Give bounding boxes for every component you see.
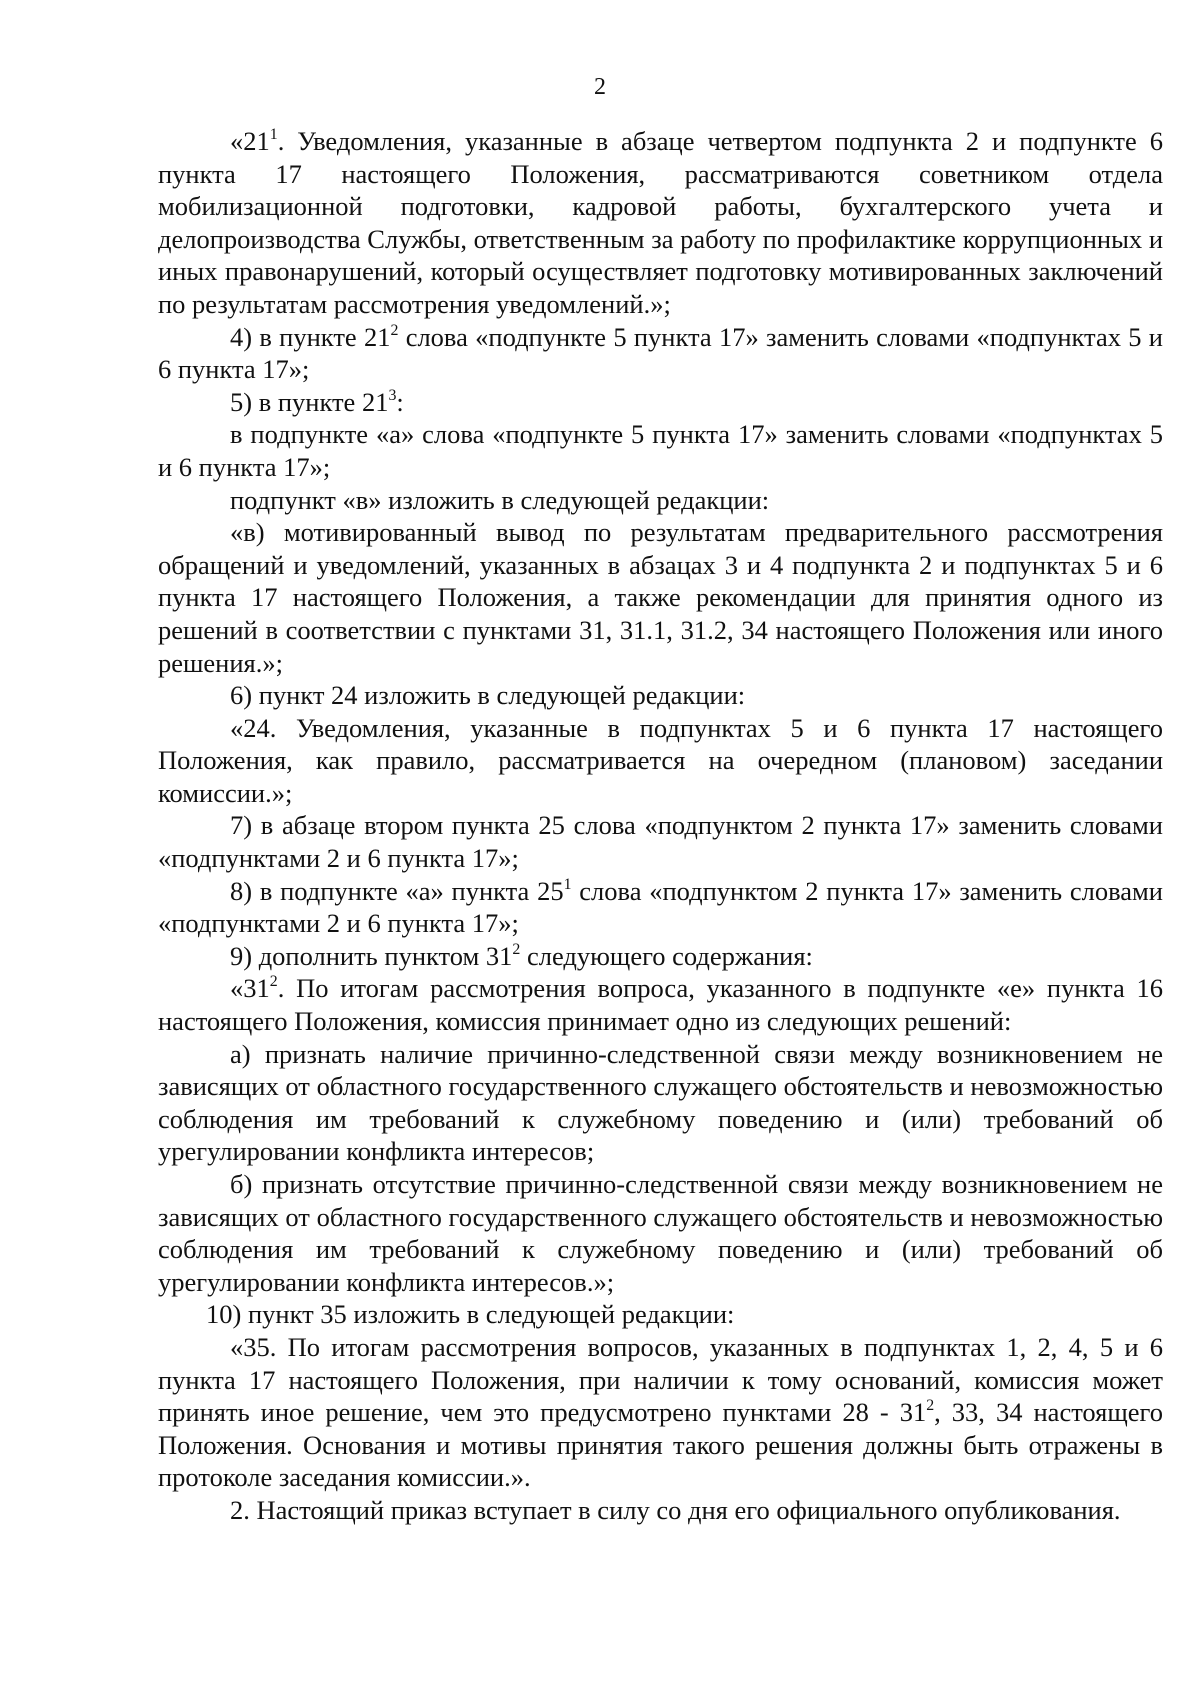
paragraph-text: 6) пункт 24 изложить в следующей редакции: [230, 680, 746, 711]
paragraph [158, 875, 1163, 940]
paragraph-text: 9) дополнить пунктом 31 [230, 940, 513, 971]
superscript: 1 [563, 875, 572, 893]
paragraph [158, 1168, 1163, 1298]
paragraph-text: а) признать наличие причинно-следственной связи между возникновением не зависящих от областного государственного служащего обстоятельств и невозможностью соблюдения им требований к служебному поведению и (или) требований об урегулировании конфликта интересов; [158, 1038, 1163, 1167]
paragraph-text: , 33, 34 настоящего Положения. Основания и мотивы принятия такого решения должны быть отражены в протоколе заседания комиссии.». [158, 1397, 1163, 1493]
paragraph-text: 7) в абзаце втором пункта 25 слова «подпунктом 2 пункта 17» заменить словами «подпунктами 2 и 6 пункта 17»; [158, 810, 1163, 874]
paragraph [158, 940, 1163, 973]
paragraph-text: б) признать отсутствие причинно-следственной связи между возникновением не зависящих от областного государственного служащего обстоятельств и невозможностью соблюдения им требований к служебному поведению и (или) требований об урегулировании конфликта интересов.»; [158, 1169, 1163, 1297]
paragraph-text: . По итогам рассмотрения вопроса, указанного в подпункте «е» пункта 16 настоящего Положения, комиссия принимает одно из следующих решений: [158, 973, 1163, 1037]
document-body [158, 125, 1163, 1527]
superscript: 2 [269, 973, 278, 991]
superscript: 2 [512, 940, 521, 958]
page-number: 2 [594, 74, 606, 100]
superscript: 1 [269, 125, 278, 143]
superscript: 2 [926, 1397, 935, 1415]
paragraph-text: 2. Настоящий приказ вступает в силу со дня его официального опубликования. [230, 1494, 1121, 1525]
paragraph [158, 386, 1163, 419]
paragraph-text: «21 [230, 126, 270, 156]
paragraph [158, 972, 1163, 1037]
paragraph-text: «35. По итогам рассмотрения вопросов, указанных в подпунктах 1, 2, 4, 5 и 6 пункта 17 настоящего Положения, при наличии к тому оснований, комиссия может принять иное решение, чем это предусмотрено пунктами 28 - 31 [158, 1331, 1163, 1428]
paragraph [158, 679, 1163, 712]
paragraph-text: слова «подпункте 5 пункта 17» заменить словами «подпунктах 5 и 6 пункта 17»; [158, 321, 1163, 385]
paragraph-text: подпункт «в» изложить в следующей редакции: [230, 484, 770, 515]
paragraph-text: : [396, 386, 404, 417]
paragraph-text: 5) в пункте 21 [230, 386, 389, 417]
paragraph-text: 10) пункт 35 изложить в следующей редакции: [206, 1299, 735, 1330]
paragraph [158, 809, 1163, 874]
paragraph-text: в подпункте «а» слова «подпункте 5 пункта 17» заменить словами «подпунктах 5 и 6 пункта 17»; [158, 419, 1163, 482]
paragraph [158, 484, 1163, 517]
paragraph [158, 1038, 1163, 1168]
paragraph-text: «в) мотивированный вывод по результатам предварительного рассмотрения обращений и уведомлений, указанных в абзацах 3 и 4 подпункта 2 и подпунктах 5 и 6 пункта 17 настоящего Положения, а также рекомендации для принятия одного из решений в соответствии с пунктами 31, 31.1, 31.2, 34 настоящего Положения или иного решения.»; [158, 517, 1163, 678]
paragraph [158, 321, 1163, 386]
paragraph [158, 1494, 1163, 1527]
paragraph [158, 516, 1163, 679]
paragraph-text: . Уведомления, указанные в абзаце четвертом подпункта 2 и подпункте 6 пункта 17 настоящего Положения, рассматриваются советником отдела мобилизационной подготовки, кадровой работы, бухгалтерского учета и делопроизводства Службы, ответственным за работу по профилактике коррупционных и иных правонарушений, который осуществляет подготовку мотивированных заключений по результатам рассмотрения уведомлений.»; [158, 126, 1163, 319]
paragraph [158, 1298, 1163, 1331]
superscript: 2 [390, 321, 399, 339]
paragraph-text: 4) в пункте 21 [230, 321, 391, 352]
paragraph-text: «31 [230, 973, 270, 1004]
paragraph-text: 8) в подпункте «а» пункта 25 [230, 875, 564, 906]
paragraph-text: слова «подпунктом 2 пункта 17» заменить словами «подпунктами 2 и 6 пункта 17»; [158, 875, 1163, 939]
paragraph-text: следующего содержания: [520, 940, 813, 971]
paragraph-text: «24. Уведомления, указанные в подпунктах 5 и 6 пункта 17 настоящего Положения, как правило, рассматривается на очередном (плановом) заседании комиссии.»; [158, 712, 1163, 808]
paragraph [158, 1331, 1163, 1494]
paragraph [158, 125, 1163, 321]
superscript: 3 [388, 386, 397, 404]
paragraph [158, 712, 1163, 810]
paragraph [158, 418, 1163, 483]
